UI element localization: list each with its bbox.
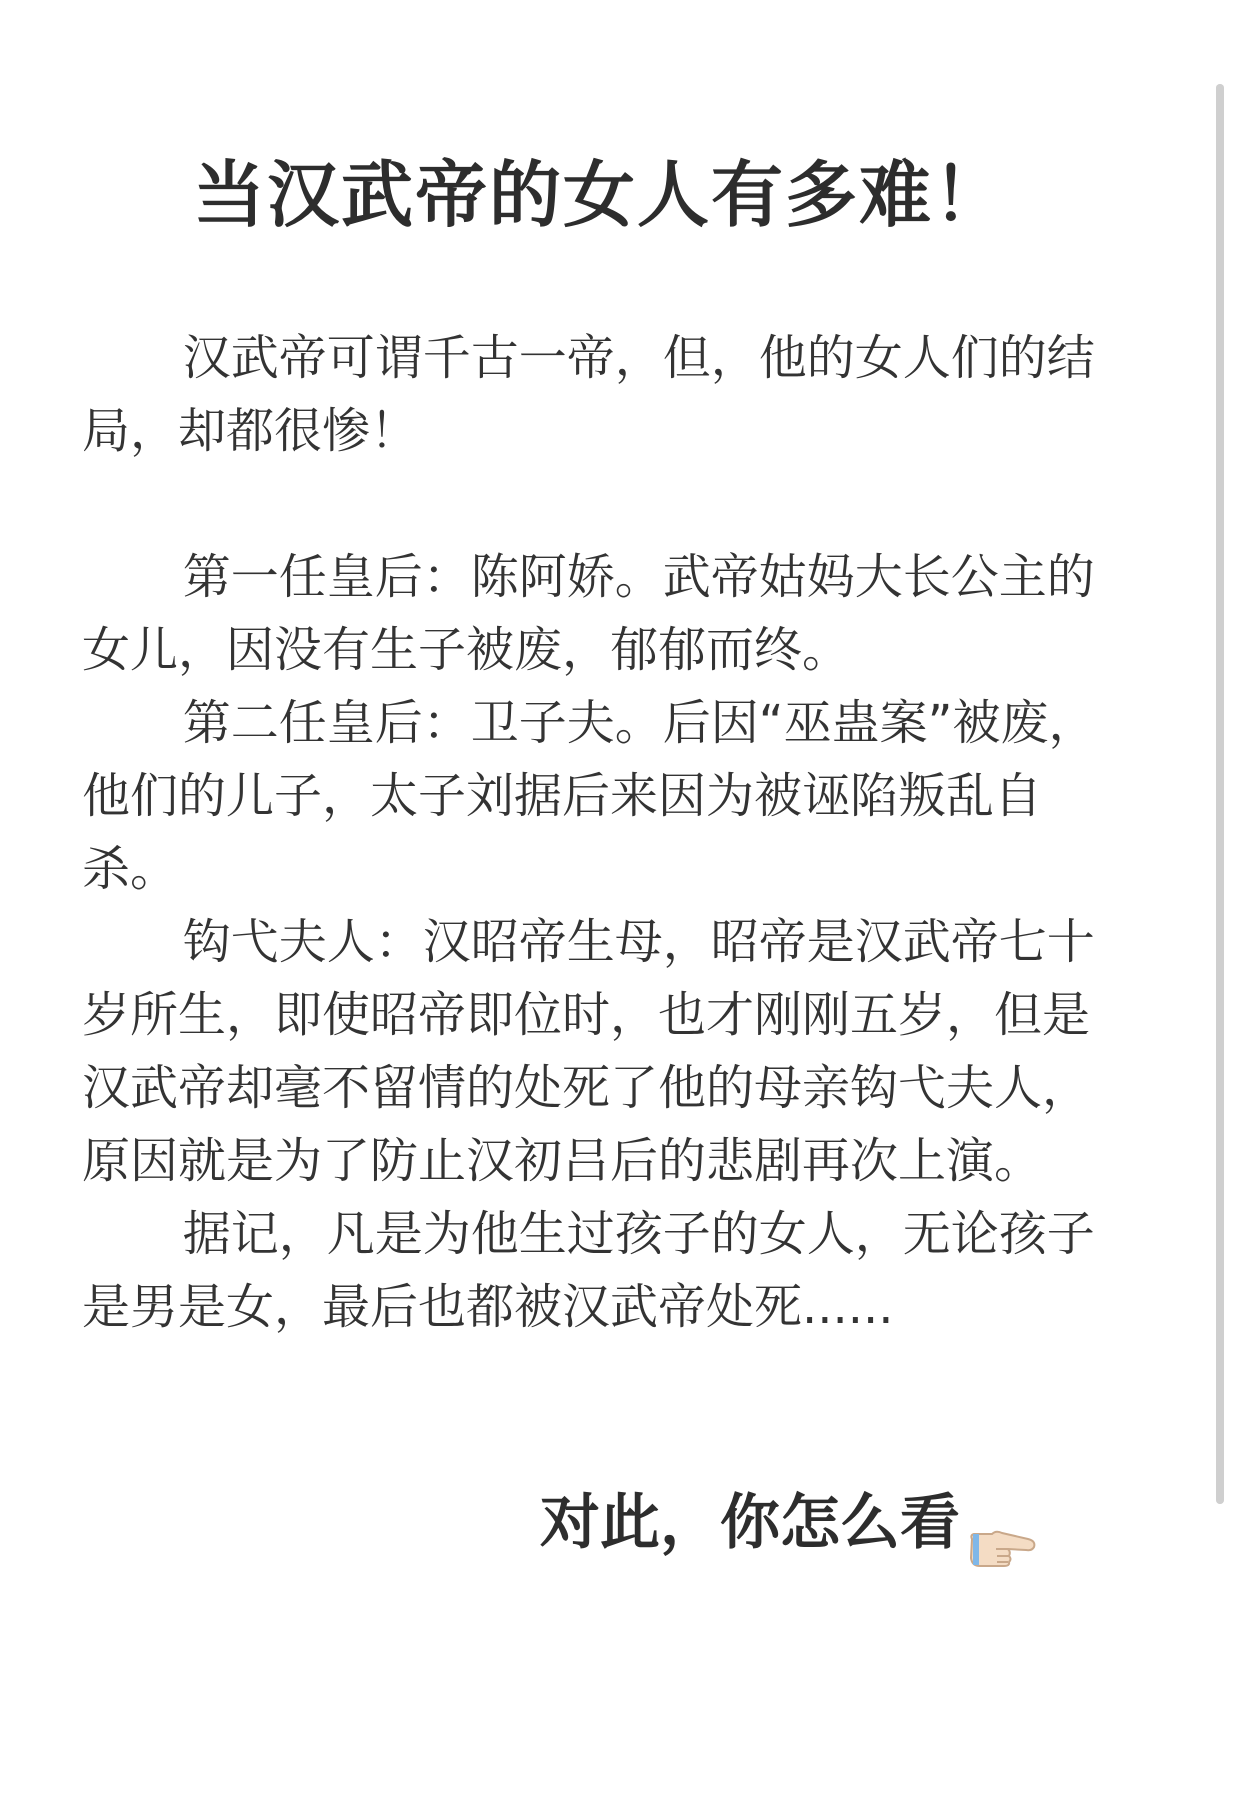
paragraph-chen-ajiao: 第一任皇后：陈阿娇。武帝姑妈大长公主的女儿，因没有生子被废，郁郁而终。: [82, 549, 1095, 678]
paragraph-conclusion: 据记，凡是为他生过孩子的女人，无论孩子是男是女，最后也都被汉武帝处死......: [82, 1206, 1095, 1335]
paragraph-wei-zifu: 第二任皇后：卫子夫。后因“巫蛊案”被废，他们的儿子，太子刘据后来因为被诬陷叛乱自杀。: [82, 695, 1097, 897]
closing-question: [540, 1478, 1100, 1568]
pointing-right-hand-icon: [966, 1504, 1038, 1548]
closing-text: 对此，你怎么看: [540, 1488, 960, 1558]
paragraph-gouyi: 钩弋夫人：汉昭帝生母，昭帝是汉武帝七十岁所生，即使昭帝即位时，也才刚刚五岁，但是汉武帝却毫不留情的处死了他的母亲钩弋夫人，原因就是为了防止汉初吕后的悲剧再次上演。: [82, 914, 1095, 1189]
vertical-scrollbar[interactable]: [1216, 84, 1224, 1504]
paragraph-spacer: [82, 468, 1132, 541]
article-body: [82, 322, 1132, 1344]
article-title: 当汉武帝的女人有多难！: [192, 153, 1007, 237]
paragraph-intro: 汉武帝可谓千古一帝，但，他的女人们的结局，却都很惨！: [82, 330, 1095, 459]
scrollbar-thumb[interactable]: [1216, 84, 1224, 1504]
